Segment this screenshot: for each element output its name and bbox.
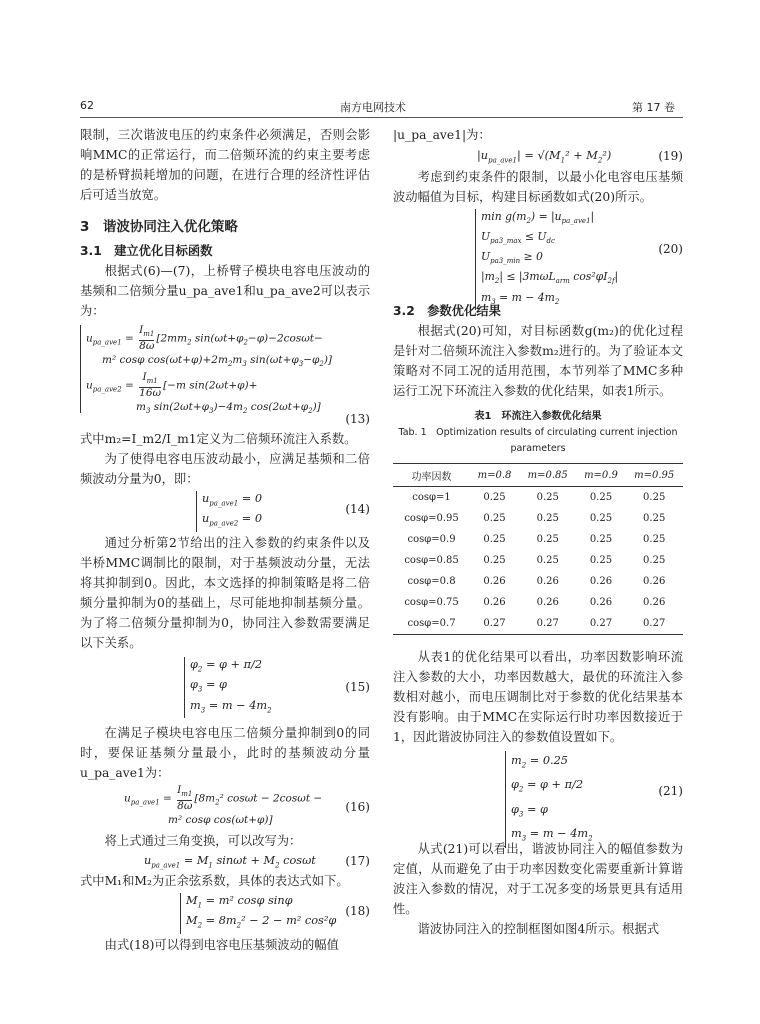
equation-21: $m_2 = 0.25$ $\varphi_2 = \varphi + \pi/2$ $\varphi_3 = \varphi$ $m_3 = m - 4m_2$ (21) (393, 751, 683, 835)
table-cell: 0.25 (536, 555, 559, 566)
left-para-6: 在满足子模块电容电压二倍频分量抑制到0的同时，要保证基频分量最小，此时的基频波动分量u_pa_ave1为： (80, 726, 370, 780)
right-para-2: 考虑到约束条件的限制，以最小化电容电压基频波动幅值为目标，构建目标函数如式(20)所示。 (393, 170, 683, 204)
table-cell: 0.27 (519, 613, 577, 635)
table-row (393, 571, 683, 592)
table-cell: 0.27 (625, 613, 683, 635)
table-caption-en: Tab. 1 Optimization results of circulating current injection parameters (398, 427, 678, 454)
table-cell: cosφ=0.9 (407, 534, 456, 545)
equation-20: $\min g(m_2) = |u_{pa\_ave1}|$ $U_{pa3\_max} \le U_{dc}$ $U_{pa3\_min} \ge 0$ $|m_2| \le |3m\omega L_{arm}$ $\cos^2\varphi I_{2f}|$ $m_3 = m - 4m_2$ (20) (393, 209, 683, 297)
equation-20-number: (20) (658, 242, 683, 256)
table-cell: 0.25 (536, 492, 559, 503)
left-para-7: 将上式通过三角变换，可以改写为： (104, 834, 302, 848)
equation-18: $M_1 = m^2$ cosφ sinφ $M_2 = 8m_2^2 - 2 - m^2$ cos²φ (18) (80, 893, 370, 933)
right-para-5: 从式(21)可以看出，谐波协同注入的幅值参数为定值，从而避免了由于功率因数变化需要重新计算谐波注入参数的情况，对于工况多变的场景更具有适用性。 (393, 842, 683, 916)
equation-15-number: (15) (345, 680, 370, 694)
left-para-5: 通过分析第2节给出的注入参数的约束条件以及半桥MMC调制比的限制，对于基频波动分量，无法将其抑制到0。因此，本文选择的抑制策略是将二倍频分量抑制为0的基础上，尽可能地抑制基频分量。为了将二倍频分量抑制为0，协同注入参数需要满足以下关系。 (80, 536, 370, 650)
header-rule (80, 117, 683, 118)
equation-19: $|u_{pa\_ave1}| = √(M_1^2 + M_2^2)$ (19) (477, 149, 683, 165)
table-header-cell: m=0.8 (470, 464, 519, 487)
table-cell: 0.25 (536, 534, 559, 545)
table-1 (393, 409, 683, 635)
table-row (393, 508, 683, 529)
table-cell: 0.26 (536, 576, 559, 587)
table-cell: cosφ=0.85 (404, 555, 459, 566)
table-cell: 0.25 (643, 534, 666, 545)
table-row (393, 592, 683, 613)
equation-13-number: (13) (345, 412, 370, 426)
equation-15: $\varphi_2 = \varphi + \pi/2$ $\varphi_3 = \varphi$ $m_3 = m - 4m_2$ (15) (80, 657, 370, 719)
table-cell: 0.25 (589, 555, 613, 566)
section-3-2-title: 3.2 参数优化结果 (393, 304, 501, 318)
table-cell: 0.26 (643, 597, 666, 608)
volume-label: 第 17 卷 (632, 101, 675, 114)
table-cell: 0.25 (643, 513, 666, 524)
table-cell: 0.25 (483, 555, 506, 566)
journal-title: 南方电网技术 (340, 101, 406, 114)
table-row (393, 613, 683, 635)
equation-18-number: (18) (345, 904, 370, 918)
right-para-3: 根据式(20)可知，对目标函数g(m₂)的优化过程是针对二倍频环流注入参数m₂进行的。为了验证本文策略对不同工况的适用范围，本节列举了MMC多种运行工况下环流注入参数的优化结果，如表1所示。 (393, 324, 683, 398)
table-cell: 0.26 (483, 597, 506, 608)
table-cell: 0.25 (483, 534, 506, 545)
left-para-2: 根据式(6)—(7)，上桥臂子模块电容电压波动的基频和二倍频分量u_pa_ave1和u_pa_ave2可以表示为： (80, 264, 370, 318)
equation-14: $u_{pa\_ave1} = 0$ $u_{pa\_ave2} = 0$ (14) (80, 491, 370, 531)
right-para-4: 从表1的优化结果可以看出，功率因数影响环流注入参数的大小，功率因数越大，最优的环流注入参数相对越小，而电压调制比对于参数的优化结果基本没有影响。由于MMC在实际运行时功率因数接近于1，因此谐波协同注入的参数值设置如下。 (393, 650, 683, 744)
optimization-table (393, 463, 683, 635)
table-cell: 0.26 (536, 597, 559, 608)
table-cell: 0.26 (589, 597, 613, 608)
table-cell: 0.25 (643, 555, 666, 566)
equation-17: $u_{pa\_ave1} = M_1$ $\sin\omega t + M_2$ cosωt (17) (144, 854, 370, 870)
table-cell: cosφ=0.8 (407, 576, 456, 587)
equation-14-number: (14) (345, 502, 370, 516)
table-row (393, 529, 683, 550)
table-cell: 0.25 (589, 513, 613, 524)
table-row (393, 487, 683, 509)
equation-16-number: (16) (345, 800, 370, 814)
left-para-8: 式中M₁和M₂为正余弦系数，具体的表达式如下。 (80, 874, 349, 888)
table-cell: 0.26 (589, 576, 613, 587)
left-para-3: 式中m₂=I_m2/I_m1定义为二倍频环流注入系数。 (80, 432, 357, 446)
table-cell: cosφ=1 (412, 492, 451, 503)
table-cell: 0.25 (643, 492, 666, 503)
equation-17-number: (17) (345, 854, 370, 868)
table-cell: 0.26 (643, 576, 666, 587)
section-3-title: 3 谐波协同注入优化策略 (80, 219, 238, 235)
table-cell: 0.25 (536, 513, 559, 524)
table-cell: 0.25 (589, 534, 613, 545)
table-header-cell: m=0.85 (519, 464, 577, 487)
table-cell: cosφ=0.75 (404, 597, 459, 608)
left-para-9: 由式(18)可以得到电容电压基频波动的幅值 (104, 938, 339, 952)
table-caption-cn: 表1 环流注入参数优化结果 (474, 411, 602, 422)
table-cell: 0.25 (483, 513, 506, 524)
left-column (80, 125, 370, 955)
left-para-1: 限制，三次谐波电压的约束条件必须满足，否则会影响MMC的正常运行，而二倍频环流的约束主要考虑的是桥臂损耗增加的问题，在进行合理的经济性评估后可适当放宽。 (80, 128, 370, 202)
table-row (393, 550, 683, 571)
table-cell: 0.27 (470, 613, 519, 635)
left-para-4: 为了使得电容电压波动最小，应满足基频和二倍频波动分量为0，即： (80, 452, 370, 486)
table-cell: cosφ=0.7 (393, 613, 470, 635)
right-para-1: |u_pa_ave1|为： (393, 128, 491, 142)
table-cell: cosφ=0.95 (404, 513, 459, 524)
table-cell: 0.25 (483, 492, 506, 503)
table-cell: 0.27 (577, 613, 626, 635)
equation-19-number: (19) (658, 149, 683, 163)
equation-13: $u_{pa\_ave1}$ = $\frac{I_{m1}}{8\omega}$ [$2mm_2$ $\sin(\omega t+\varphi_2-\varphi)-2\cos\omega t-$ m² cosφ $\cos(\omega t+\varphi)+2m_2m_3$ $\sin(\omega t+\varphi_3-\varphi_2)$] $u_{pa\_ave2}$ = $\frac{I_{m1}}{16\omega}$ [−m sin(2ωt+φ)+ $m_3$ $\sin(2\omega t+\varphi_3)-4m_2$ $\cos(2\omega t+\varphi_2)$] (13) (80, 325, 370, 429)
table-header-cell: 功率因数 (393, 464, 470, 487)
section-3-1-title: 3.1 建立优化目标函数 (80, 244, 213, 258)
equation-21-number: (21) (658, 784, 683, 798)
table-cell: 0.26 (483, 576, 506, 587)
table-cell: 0.25 (589, 492, 613, 503)
table-header-cell: m=0.9 (577, 464, 626, 487)
right-column (393, 125, 683, 939)
right-para-6: 谐波协同注入的控制框图如图4所示。根据式 (417, 922, 660, 936)
table-header-cell: m=0.95 (625, 464, 683, 487)
equation-16: $u_{pa\_ave1}$ = $\frac{I_{m1}}{8\omega}$ [$8m_2^2$ cosωt − 2cosωt − m² cosφ cos(ωt+φ)] (16) (124, 784, 370, 827)
page-number: 62 (80, 99, 94, 112)
